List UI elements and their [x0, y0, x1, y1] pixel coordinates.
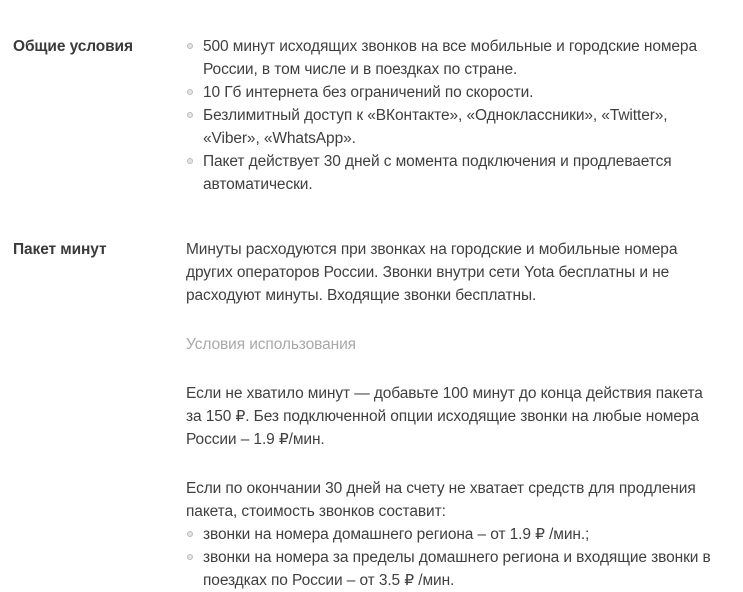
list-item-text: Безлимитный доступ к «ВКонтакте», «Одноклассники», «Twitter», «Viber», «WhatsApp».: [203, 107, 668, 147]
section-minutes-package: [13, 238, 743, 592]
bullet-icon: [187, 531, 193, 537]
usage-terms-row: [186, 333, 720, 356]
list-item: [186, 150, 720, 196]
section-minutes-content: [186, 238, 720, 592]
list-item-text: звонки на номера за пределы домашнего региона и входящие звонки в поездках по России – от 3.5 ₽ /мин.: [203, 549, 711, 589]
list-item-text: звонки на номера домашнего региона – от 1.9 ₽ /мин.;: [203, 526, 590, 543]
bullet-icon: [187, 158, 193, 164]
list-item: [186, 35, 720, 81]
bullet-icon: [187, 112, 193, 118]
list-item: [186, 546, 720, 592]
renewal-intro-paragraph: Если по окончании 30 дней на счету не хватает средств для продления пакета, стоимость звонков составит:: [186, 480, 696, 520]
section-general-content: [186, 35, 720, 196]
list-item-text: 500 минут исходящих звонков на все мобильные и городские номера России, в том числе и в поездках по стране.: [203, 38, 697, 78]
section-general-label: Общие условия: [13, 38, 133, 55]
section-general-terms: [13, 35, 743, 196]
general-terms-list: [186, 35, 720, 196]
section-minutes-label: Пакет минут: [13, 241, 107, 258]
minutes-intro-paragraph: Минуты расходуются при звонках на городские и мобильные номера других операторов России. Звонки внутри сети Yota бесплатны и не расходуют минуты. Входящие звонки бесплатны.: [186, 241, 678, 304]
renewal-price-list: [186, 523, 720, 592]
list-item-text: Пакет действует 30 дней с момента подключения и продлевается автоматически.: [203, 153, 672, 193]
bullet-icon: [187, 89, 193, 95]
usage-terms-link[interactable]: Условия использования: [186, 336, 356, 353]
minutes-addon-paragraph: Если не хватило минут — добавьте 100 минут до конца действия пакета за 150 ₽. Без подключенной опции исходящие звонки на любые номера России – 1.9 ₽/мин.: [186, 385, 703, 448]
list-item: [186, 81, 720, 104]
bullet-icon: [187, 43, 193, 49]
bullet-icon: [187, 554, 193, 560]
list-item: [186, 104, 720, 150]
list-item: [186, 523, 720, 546]
list-item-text: 10 Гб интернета без ограничений по скорости.: [203, 84, 534, 101]
